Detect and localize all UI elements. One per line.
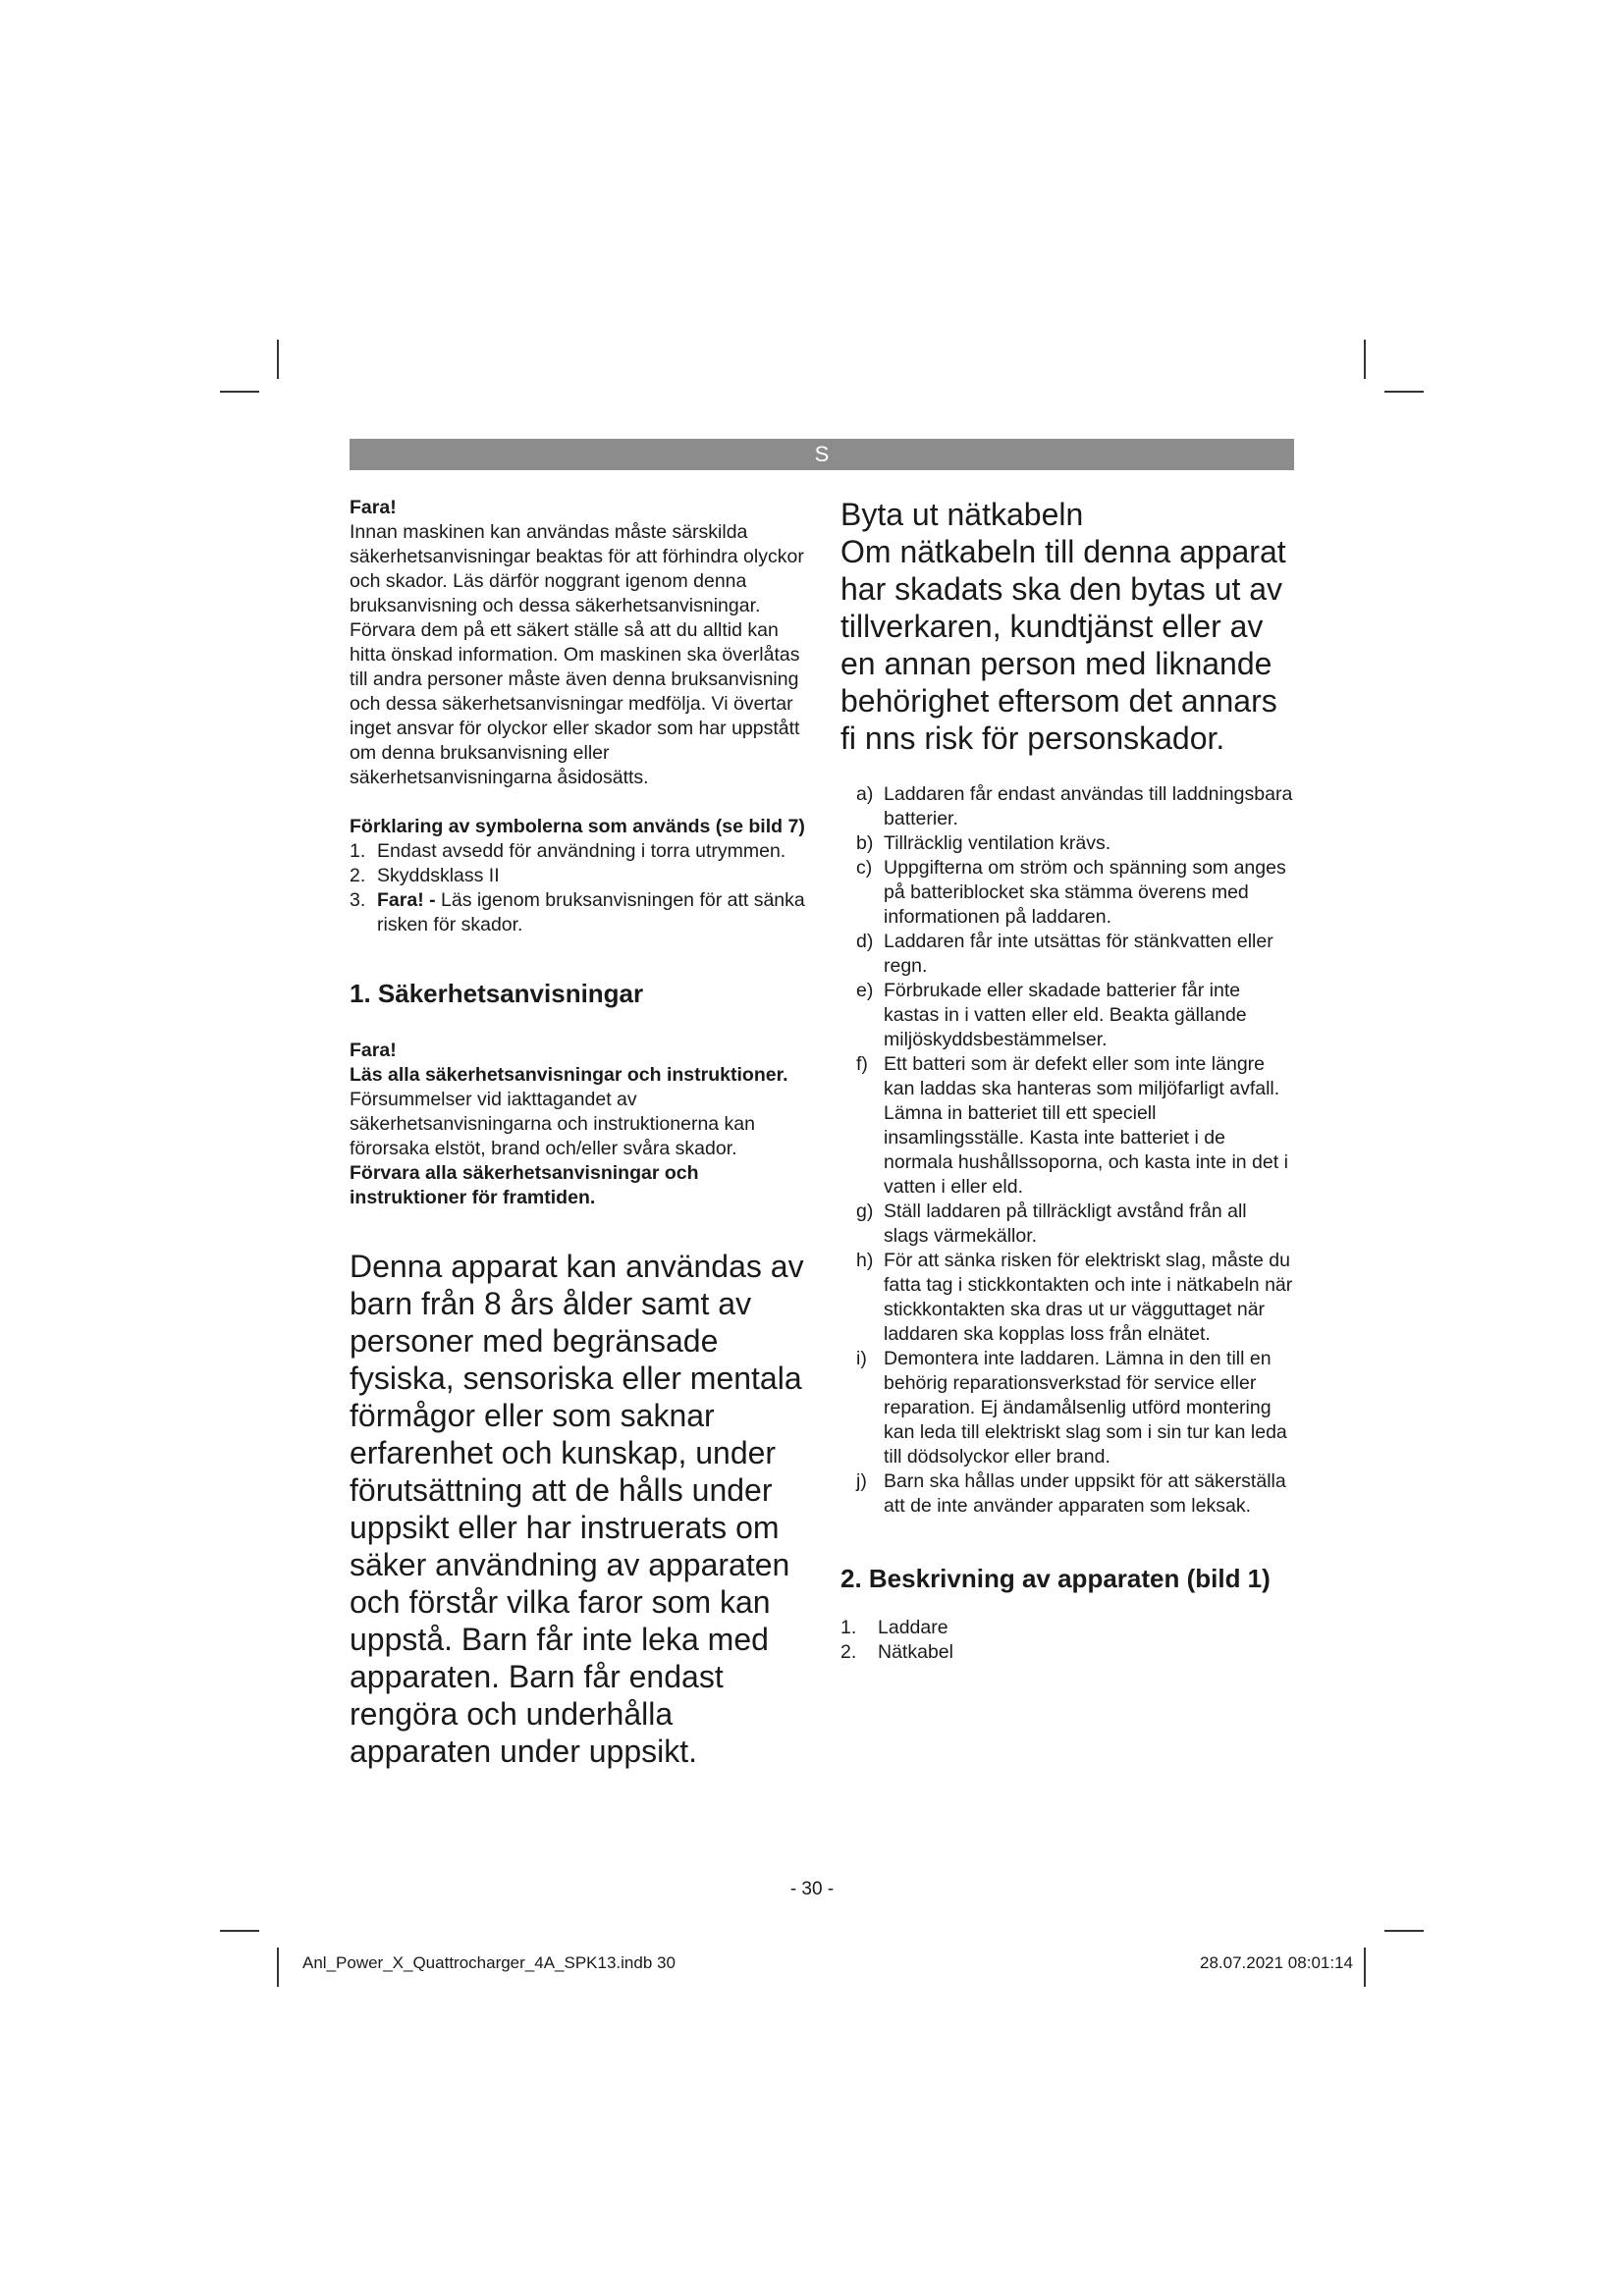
crop-mark — [277, 340, 279, 379]
parts-list — [840, 1616, 1294, 1665]
cable-paragraph: Om nätkabeln till denna apparat har skadats ska den bytas ut av tillverkaren, kundtjänst eller av en annan person med liknande behörighet eftersom det annars fi nns risk för personskador. — [840, 534, 1286, 756]
language-code: S — [814, 442, 830, 466]
warning-title: Fara! — [350, 497, 397, 518]
list-item: 1. Laddare — [840, 1617, 948, 1638]
section-heading: 2. Beskrivning av apparaten (bild 1) — [840, 1564, 1271, 1593]
list-item: i) Demontera inte laddaren. Lämna in den till en behörig reparationsverkstad för service eller reparation. Ej ändamålsenlig utförd montering kan leda till elektriskt slag som i sin tur kan leda till dödsolyckor eller brand. — [856, 1348, 1287, 1468]
list-item: 2. Skyddsklass II — [350, 865, 500, 886]
section-heading: 1. Säkerhetsanvisningar — [350, 979, 644, 1008]
list-item: a) Laddaren får endast användas till laddningsbara batterier. — [856, 783, 1293, 829]
list-item: 1. Endast avsedd för användning i torra utrymmen. — [350, 840, 786, 862]
file-name: Anl_Power_X_Quattrocharger_4A_SPK13.indb 30 — [302, 1953, 676, 1972]
crop-mark — [1384, 391, 1424, 393]
symbols-heading: Förklaring av symbolerna som används (se bild 7) — [350, 816, 805, 837]
crop-mark — [1364, 340, 1366, 379]
print-timestamp: 28.07.2021 08:01:14 — [1200, 1953, 1353, 1972]
rules-list — [840, 782, 1294, 1519]
list-item: d) Laddaren får inte utsättas för stänkvatten eller regn. — [856, 931, 1273, 977]
list-item: 2. Nätkabel — [840, 1641, 953, 1663]
safety-paragraph: Läs alla säkerhetsanvisningar och instruktioner. Försummelser vid iakttagandet av säkerhetsanvisningarna och instruktionerna kan förorsaka elstöt, brand och/eller svåra skador. Förvara alla säkerhetsanvisningar och instruktioner för framtiden. — [350, 1064, 788, 1208]
language-bar — [350, 439, 1294, 470]
intro-paragraph: Innan maskinen kan användas måste särskilda säkerhetsanvisningar beaktas för att förhindra olyckor och skador. Läs därför noggrant igenom denna bruksanvisning och dessa säkerhetsanvisningar. Förvara dem på ett säkert ställe så att du alltid kan hitta önskad information. Om maskinen ska överlåtas till andra personer måste även denna bruksanvisning och dessa säkerhetsanvisningar medfölja. Vi övertar inget ansvar för olyckor eller skador som har uppstått om denna bruksanvisning eller säkerhetsanvisningarna åsidosätts. — [350, 521, 804, 788]
list-item: j) Barn ska hållas under uppsikt för att säkerställa att de inte använder apparaten som leksak. — [856, 1470, 1286, 1517]
crop-mark — [1384, 1930, 1424, 1932]
children-notice: Denna apparat kan användas av barn från 8 års ålder samt av personer med begränsade fysiska, sensoriska eller mentala förmågor eller som saknar erfarenhet och kunskap, under förutsättning att de hålls under uppsikt eller har instruerats om säker användning av apparaten och förstår vilka faror som kan uppstå. Barn får inte leka med apparaten. Barn får endast rengöra och underhålla apparaten under uppsikt. — [350, 1249, 804, 1769]
list-item: c) Uppgifterna om ström och spänning som anges på batteriblocket ska stämma överens med informationen på laddaren. — [856, 857, 1286, 928]
list-item: f) Ett batteri som är defekt eller som inte längre kan laddas ska hanteras som miljöfarligt avfall. Lämna in batteriet till ett speciell insamlingsställe. Kasta inte batteriet i de normala hushållssoporna, och kasta inte in det i vatten i eller eld. — [856, 1053, 1288, 1198]
crop-mark — [277, 1948, 279, 1987]
symbols-list — [350, 839, 807, 937]
crop-mark — [220, 391, 259, 393]
right-column — [840, 496, 1294, 1665]
list-item: 3. Fara! - Läs igenom bruksanvisningen för att sänka risken för skador. — [350, 889, 805, 935]
crop-mark — [1364, 1948, 1366, 1987]
left-column — [350, 496, 807, 1770]
list-item: g) Ställ laddaren på tillräckligt avstånd från all slags värmekällor. — [856, 1201, 1247, 1247]
list-item: b) Tillräcklig ventilation krävs. — [856, 832, 1111, 854]
list-item: e) Förbrukade eller skadade batterier får inte kastas in i vatten eller eld. Beakta gällande miljöskyddsbestämmelser. — [856, 980, 1247, 1050]
section-warning: Fara! — [350, 1040, 397, 1061]
list-item: h) För att sänka risken för elektriskt slag, måste du fatta tag i stickkontakten och inte i nätkabeln när stickkontakten ska dras ut ur vägguttaget när laddaren ska kopplas loss från elnätet. — [856, 1250, 1293, 1345]
crop-mark — [220, 1930, 259, 1932]
page-number: - 30 - — [789, 1879, 835, 1899]
cable-heading: Byta ut nätkabeln — [840, 497, 1084, 532]
